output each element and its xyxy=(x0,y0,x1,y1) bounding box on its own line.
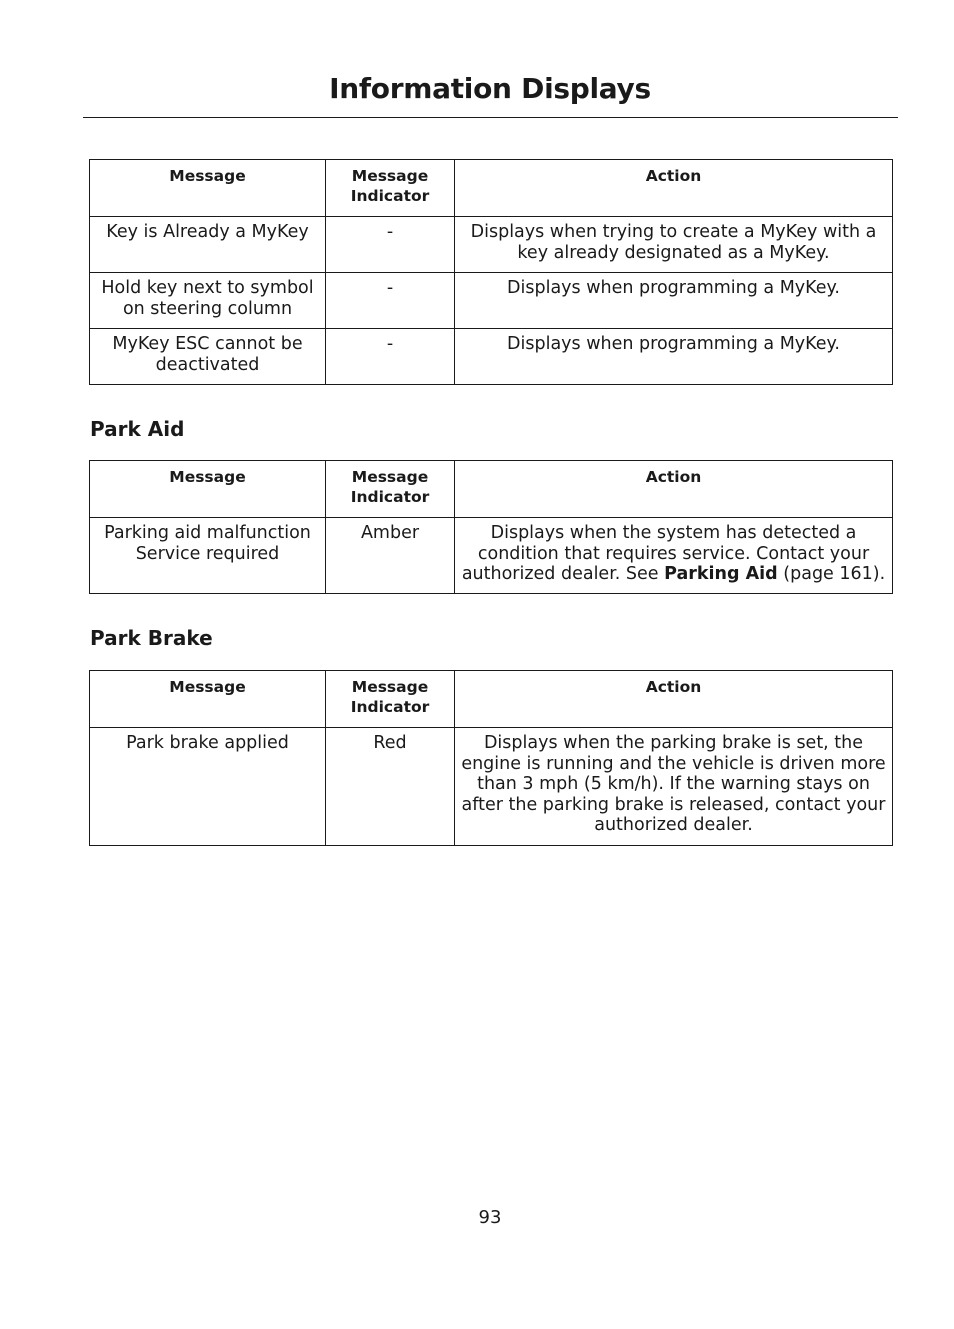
message-cell: Hold key next to symbol on steering column xyxy=(90,273,326,329)
message-cell: Key is Already a MyKey xyxy=(90,217,326,273)
table-header-row xyxy=(90,671,893,728)
action-text: Displays when the system has detected a condition that requires service. Contact your authorized dealer. See xyxy=(461,523,870,584)
action-cell: Displays when programming a MyKey. xyxy=(455,273,893,329)
section-heading-park-aid: Park Aid xyxy=(90,417,185,441)
column-header-message: Message xyxy=(90,160,326,217)
page-title: Information Displays xyxy=(329,72,651,105)
message-cell: Park brake applied xyxy=(90,728,326,846)
action-cell: Displays when trying to create a MyKey with a key already designated as a MyKey. xyxy=(455,217,893,273)
table-row xyxy=(90,518,893,594)
column-header-indicator: Message Indicator xyxy=(326,461,455,518)
message-cell: MyKey ESC cannot be deactivated xyxy=(90,329,326,385)
park-brake-messages-table xyxy=(89,670,893,846)
park-aid-messages-table xyxy=(89,460,893,594)
action-cell: Displays when the parking brake is set, the engine is running and the vehicle is driven more than 3 mph (5 km/h). If the warning stays on after the parking brake is released, contact your authorized dealer. xyxy=(455,728,893,846)
column-header-indicator: Message Indicator xyxy=(326,160,455,217)
table-row xyxy=(90,728,893,846)
column-header-action: Action xyxy=(455,461,893,518)
column-header-action: Action xyxy=(455,160,893,217)
action-cell: Displays when programming a MyKey. xyxy=(455,329,893,385)
title-divider xyxy=(83,117,898,118)
table-row xyxy=(90,273,893,329)
table-row xyxy=(90,217,893,273)
indicator-cell: - xyxy=(326,273,455,329)
message-cell: Parking aid malfunction Service required xyxy=(90,518,326,594)
section-heading-park-brake: Park Brake xyxy=(90,626,213,650)
indicator-cell: - xyxy=(326,329,455,385)
table-header-row xyxy=(90,160,893,217)
page-reference: (page 161). xyxy=(777,564,886,584)
indicator-cell: - xyxy=(326,217,455,273)
action-cell xyxy=(455,518,893,594)
table-row xyxy=(90,329,893,385)
page-number: 93 xyxy=(478,1207,502,1228)
column-header-indicator: Message Indicator xyxy=(326,671,455,728)
column-header-action: Action xyxy=(455,671,893,728)
mykey-messages-table xyxy=(89,159,893,385)
indicator-cell: Amber xyxy=(326,518,455,594)
column-header-message: Message xyxy=(90,671,326,728)
table-header-row xyxy=(90,461,893,518)
indicator-cell: Red xyxy=(326,728,455,846)
column-header-message: Message xyxy=(90,461,326,518)
parking-aid-reference-link[interactable]: Parking Aid xyxy=(664,564,778,584)
